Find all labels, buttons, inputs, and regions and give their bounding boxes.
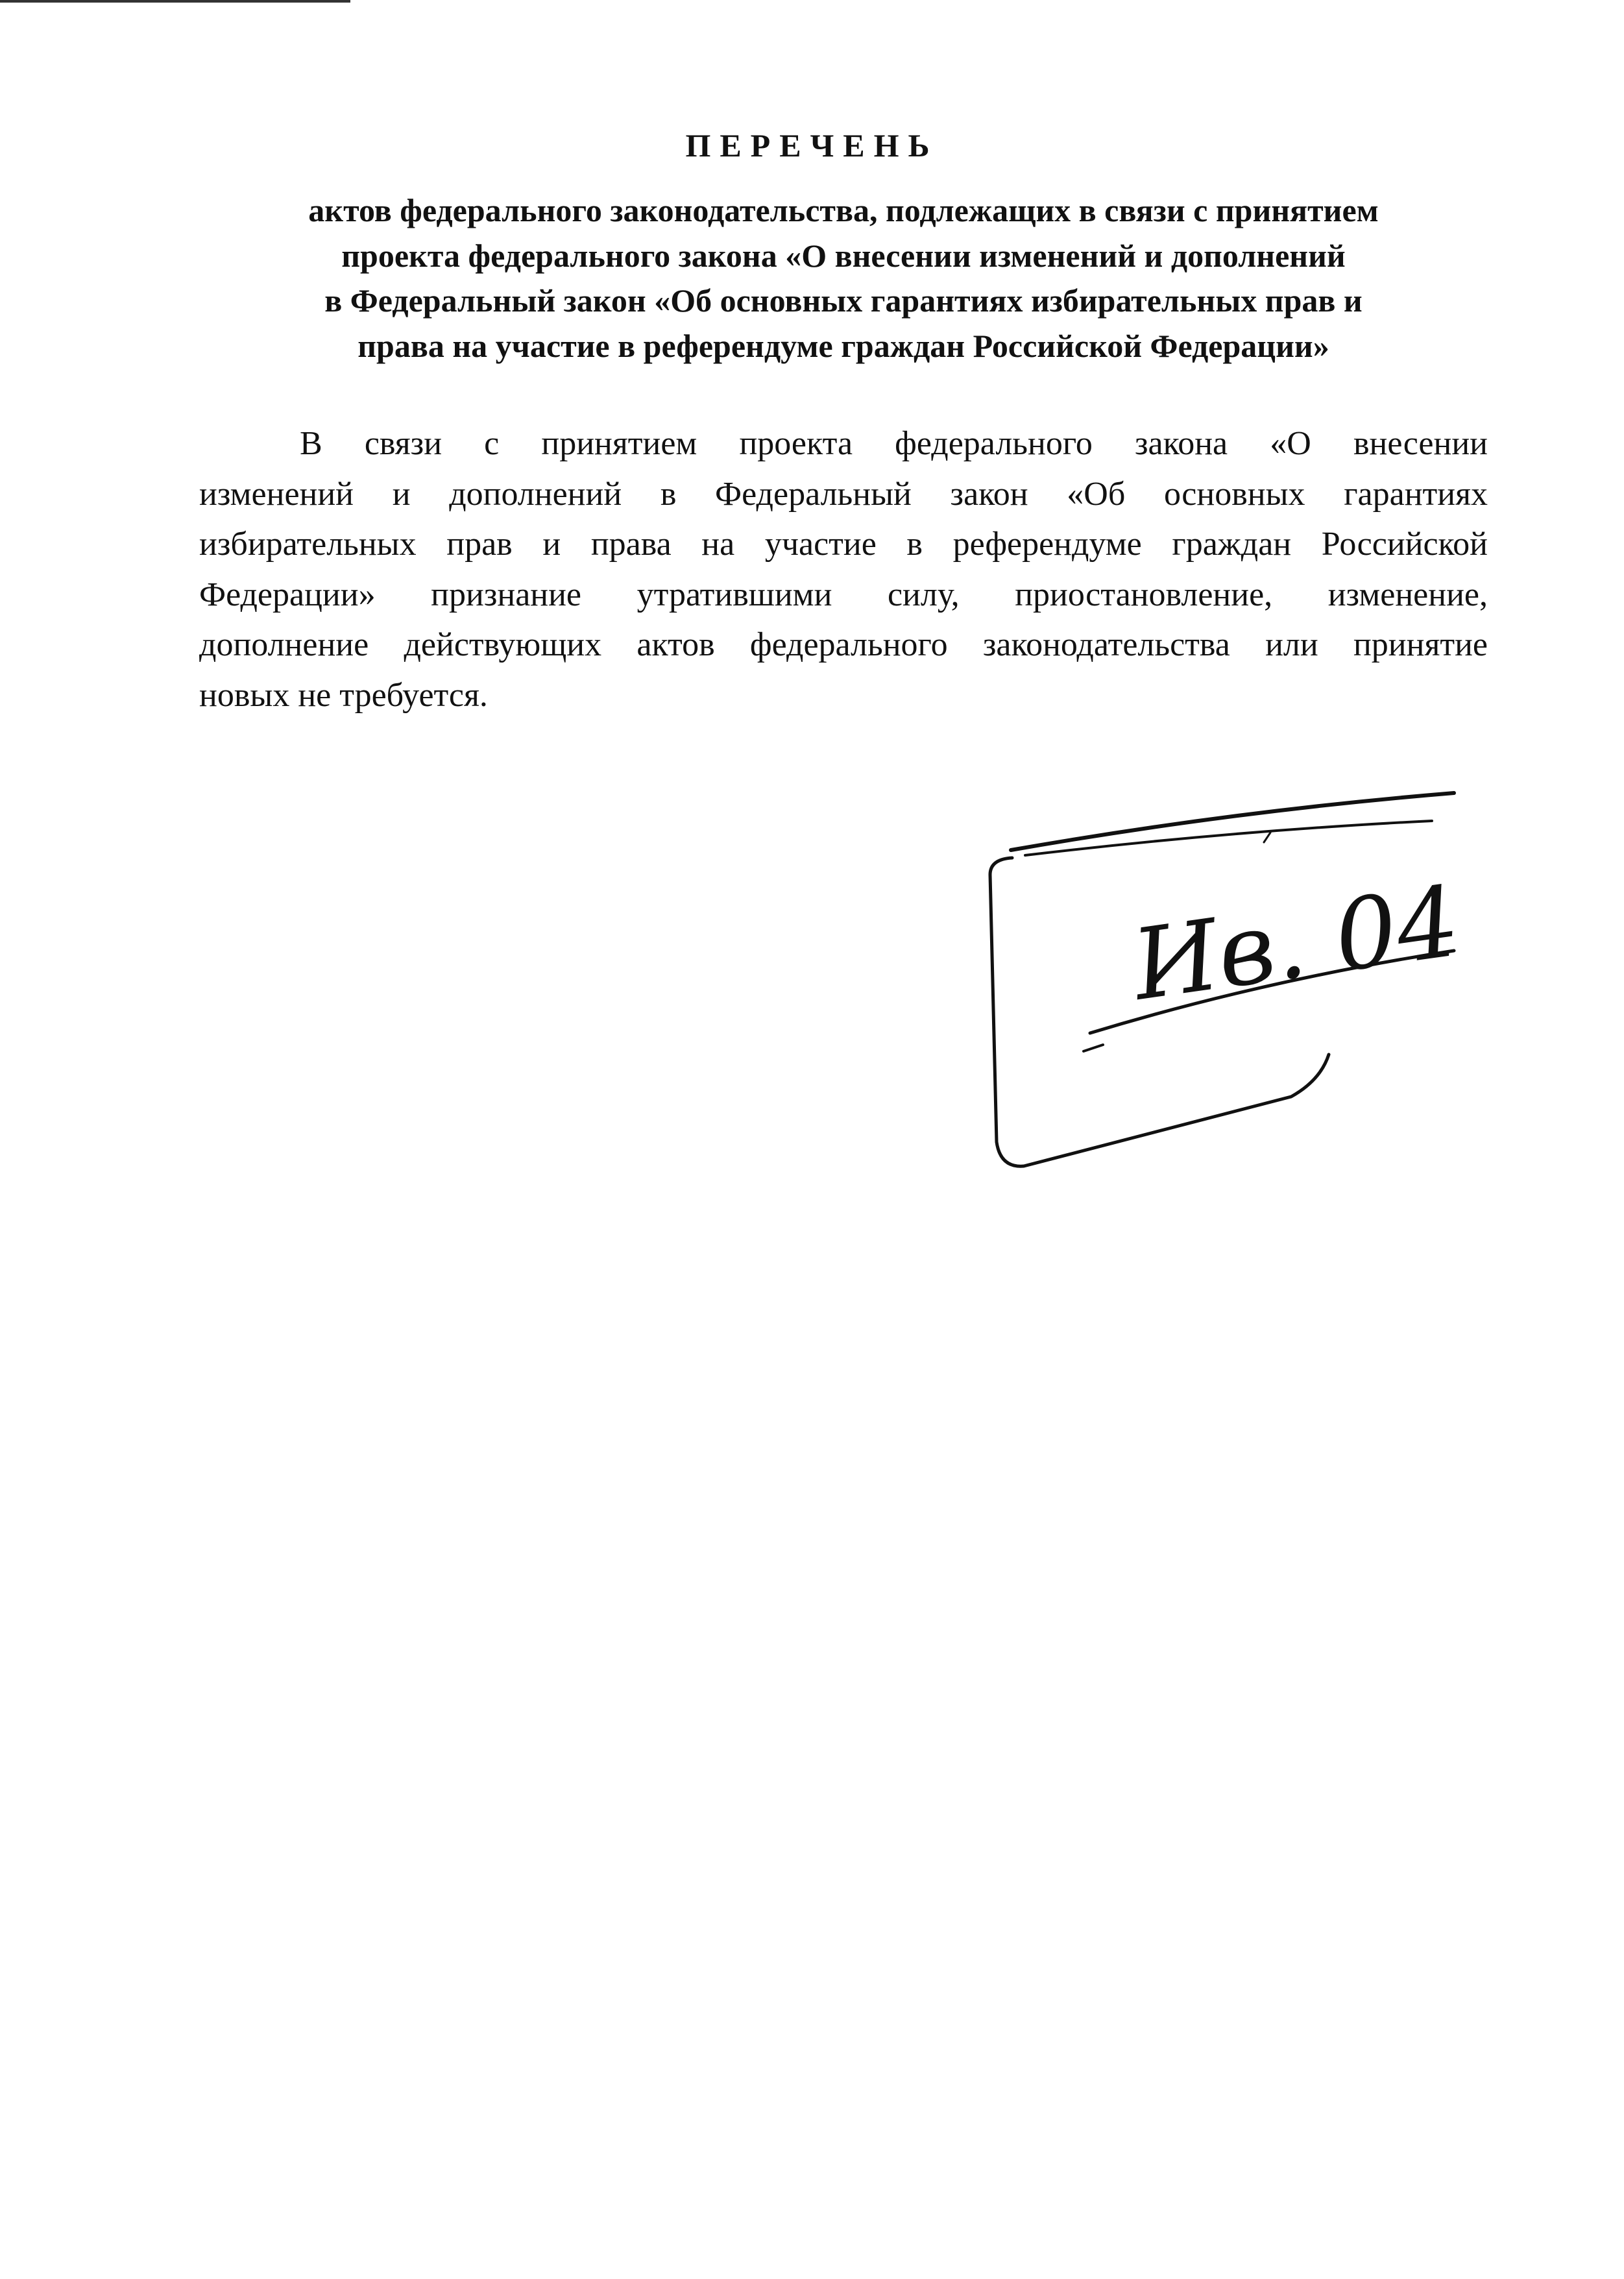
heading-line: права на участие в референдуме граждан Российской Федерации» bbox=[358, 327, 1329, 364]
body-line: новых не требуется. bbox=[199, 676, 488, 714]
heading-line: в Федеральный закон «Об основных гарантиях избирательных прав и bbox=[324, 282, 1363, 319]
body-line: изменений и дополнений в Федеральный закон «Об основных гарантиях bbox=[199, 475, 1488, 513]
body-line: избирательных прав и права на участие в референдуме граждан Российской bbox=[199, 526, 1488, 563]
heading-line: проекта федерального закона «О внесении изменений и дополнений bbox=[341, 237, 1346, 274]
body-line: дополнение действующих актов федерального законодательства или принятие bbox=[199, 626, 1488, 663]
signature-text: Ив. 04 bbox=[1126, 865, 1466, 1023]
document-title: ПЕРЕЧЕНЬ bbox=[685, 127, 939, 164]
body-line: Федерации» признание утратившими силу, приостановление, изменение, bbox=[199, 576, 1488, 613]
body-line: В связи с принятием проекта федерального закона «О внесении bbox=[300, 425, 1488, 462]
heading-line: актов федерального законодательства, подлежащих в связи с принятием bbox=[308, 192, 1379, 228]
